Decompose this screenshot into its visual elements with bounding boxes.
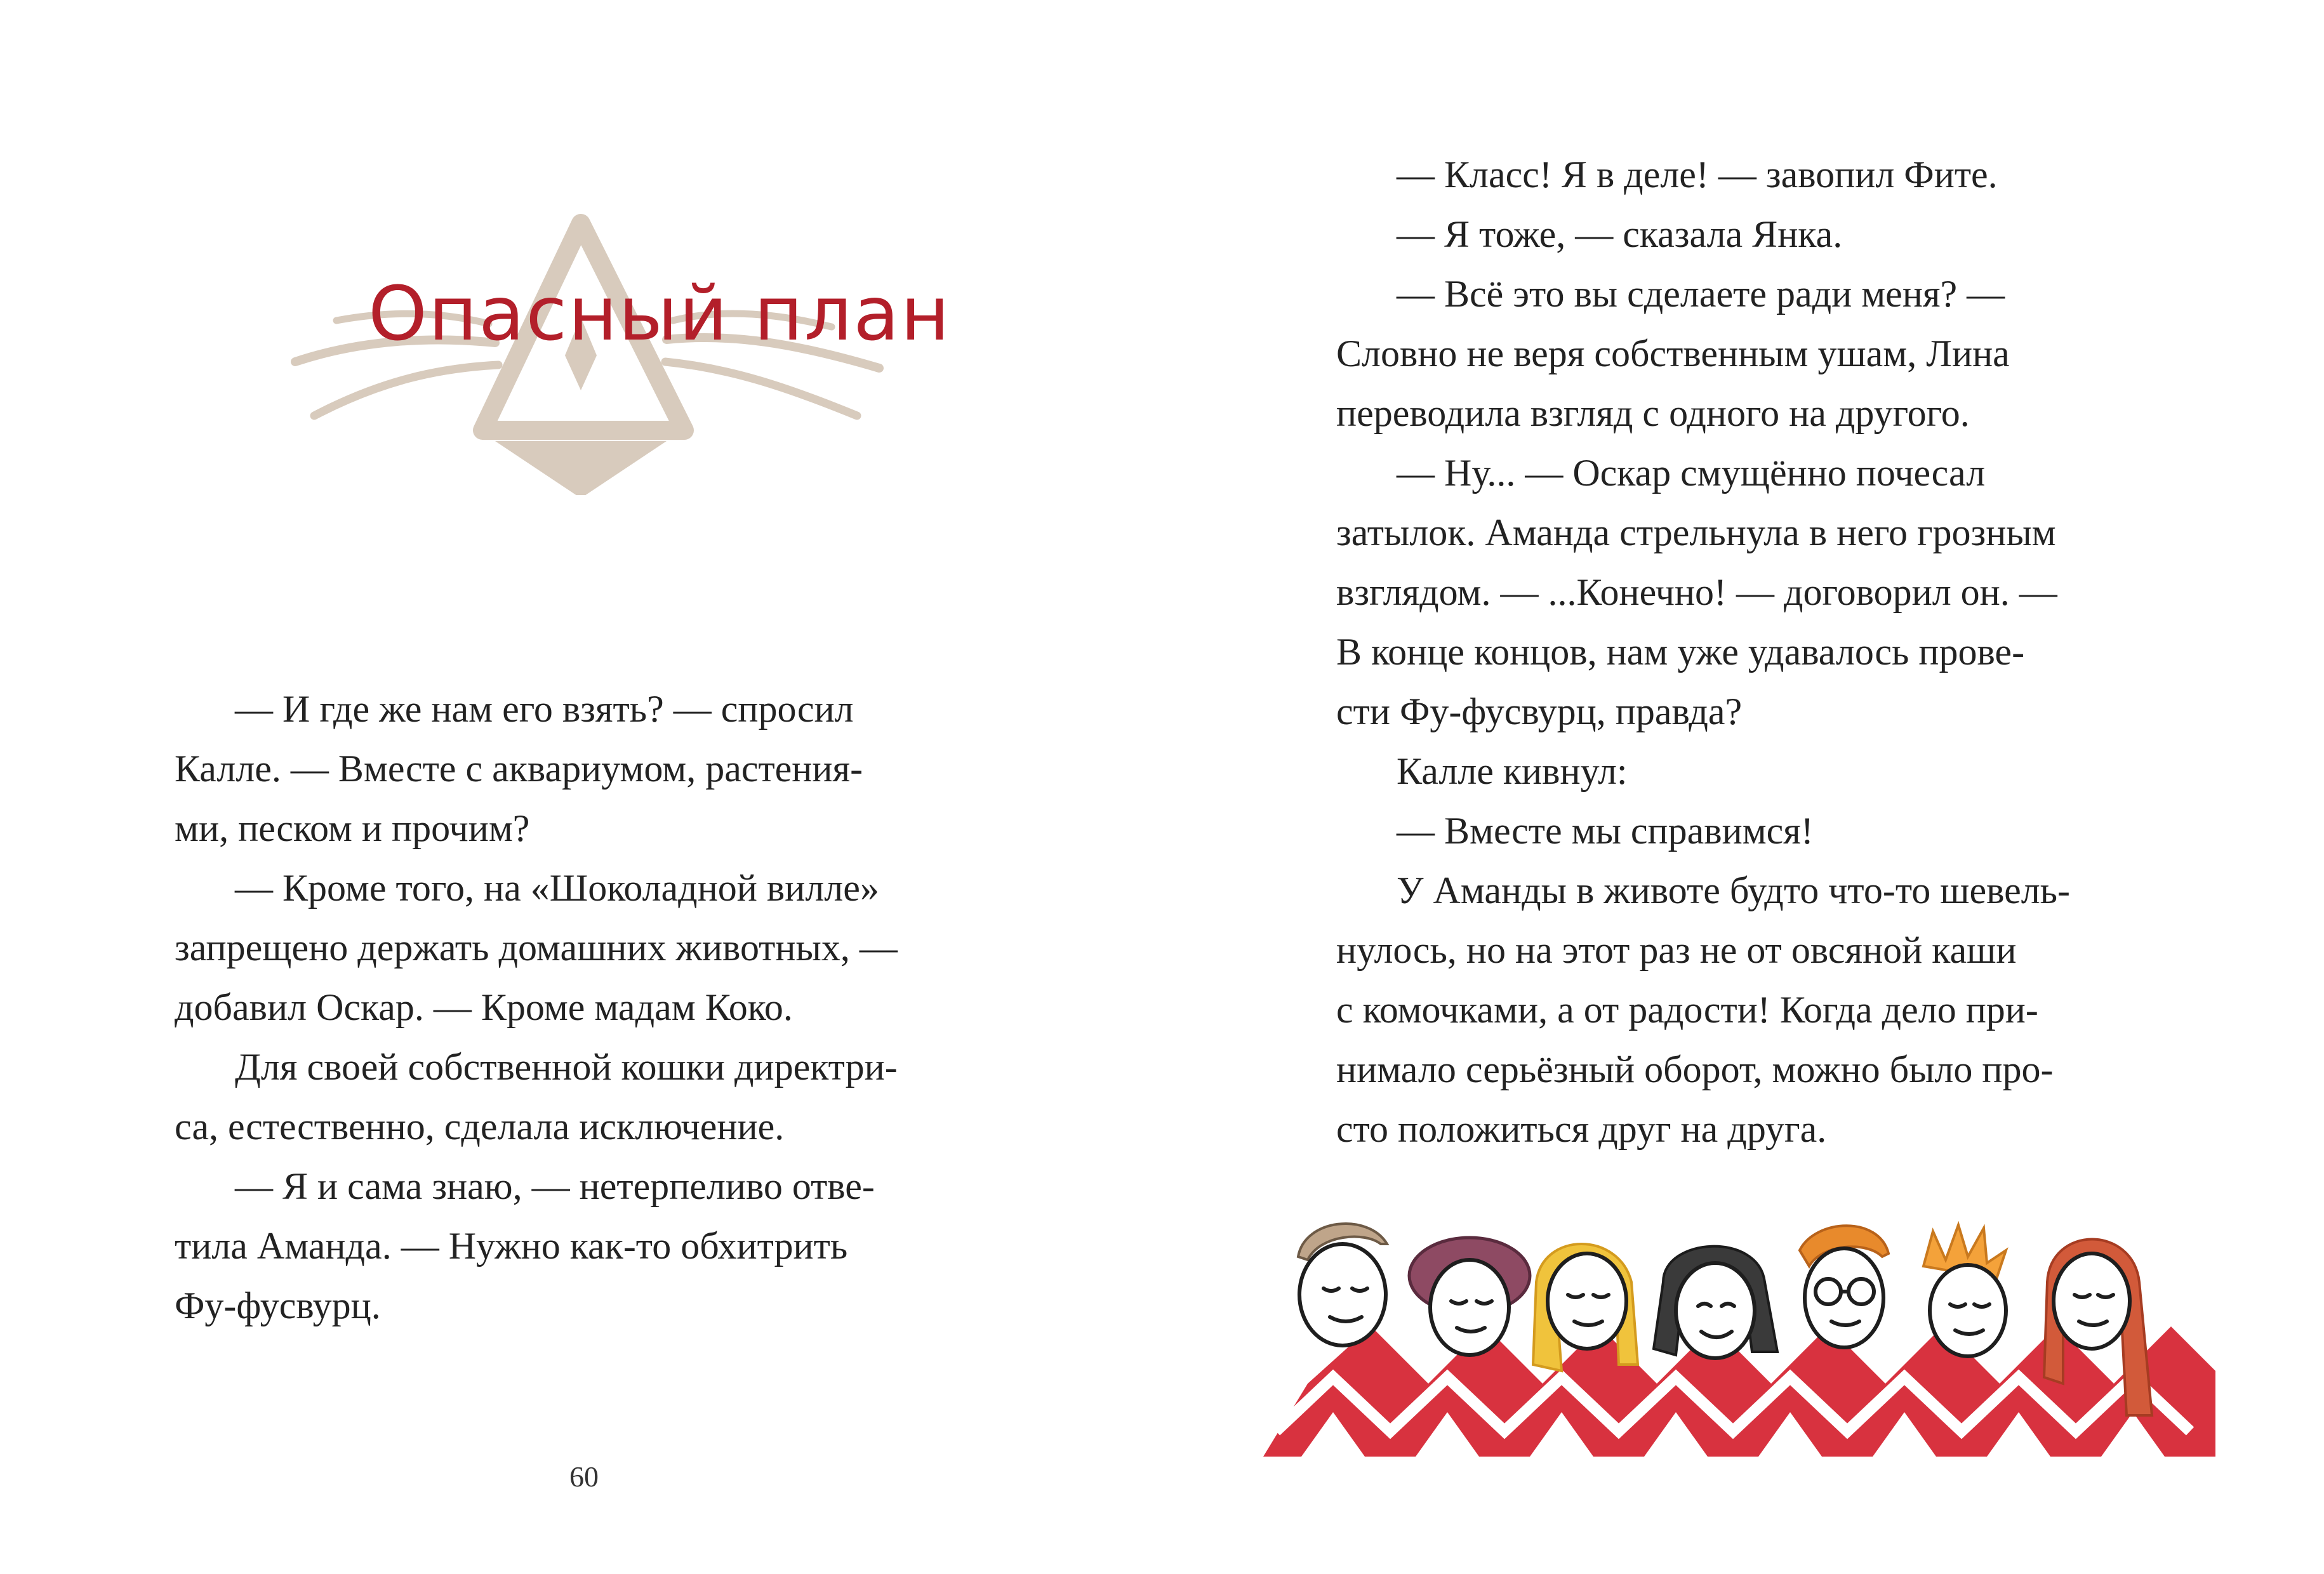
- chapter-emblem: [286, 209, 951, 495]
- children-row-icon: [1263, 1206, 2228, 1472]
- paragraph: — И где же нам его взять? — спросил Калле. — Вместе с аквариумом, растения- ми, песком и прочим?: [175, 688, 863, 849]
- paragraph: — Кроме того, на «Шоколадной вилле» запрещено держать домашних животных, — добавил Оскар. — Кроме мадам Коко.: [175, 867, 898, 1028]
- paragraph: — Вместе мы справимся!: [1397, 810, 1814, 852]
- paragraph: — Класс! Я в деле! — завопил Фите.: [1397, 154, 1998, 195]
- children-illustration: [1263, 1206, 2228, 1472]
- paragraph: Калле кивнул:: [1397, 750, 1628, 792]
- paragraph: Для своей собственной кошки директри- са, естественно, сделала исключение.: [175, 1046, 898, 1147]
- paragraph: — Всё это вы сделаете ради меня? — Словно не веря собственным ушам, Лина переводила взгляд с одного на другого.: [1336, 273, 2010, 434]
- paragraph: — Я тоже, — сказала Янка.: [1397, 213, 1843, 255]
- paragraph: — Ну... — Оскар смущённо почесал затылок. Аманда стрельнула в него грозным взглядом. — ...Конечно! — договорил он. — В конце концов, нам уже удавалось прове- сти Фу-фусвурц, правда?: [1336, 452, 2057, 732]
- left-body-text: [175, 679, 1013, 1335]
- page-number: 60: [569, 1460, 599, 1493]
- right-body-text: [1336, 145, 2181, 1159]
- paragraph: У Аманды в животе будто что-то шевель- нулось, но на этот раз не от овсяной каши с комочками, а от радости! Когда дело при- нимало серьёзный оборот, можно было про- сто положиться друг на друга.: [1336, 870, 2070, 1150]
- paragraph: — Я и сама знаю, — нетерпеливо отве- тила Аманда. — Нужно как-то обхитрить Фу-фусвурц.: [175, 1165, 875, 1326]
- chapter-title: Опасный план: [368, 270, 951, 357]
